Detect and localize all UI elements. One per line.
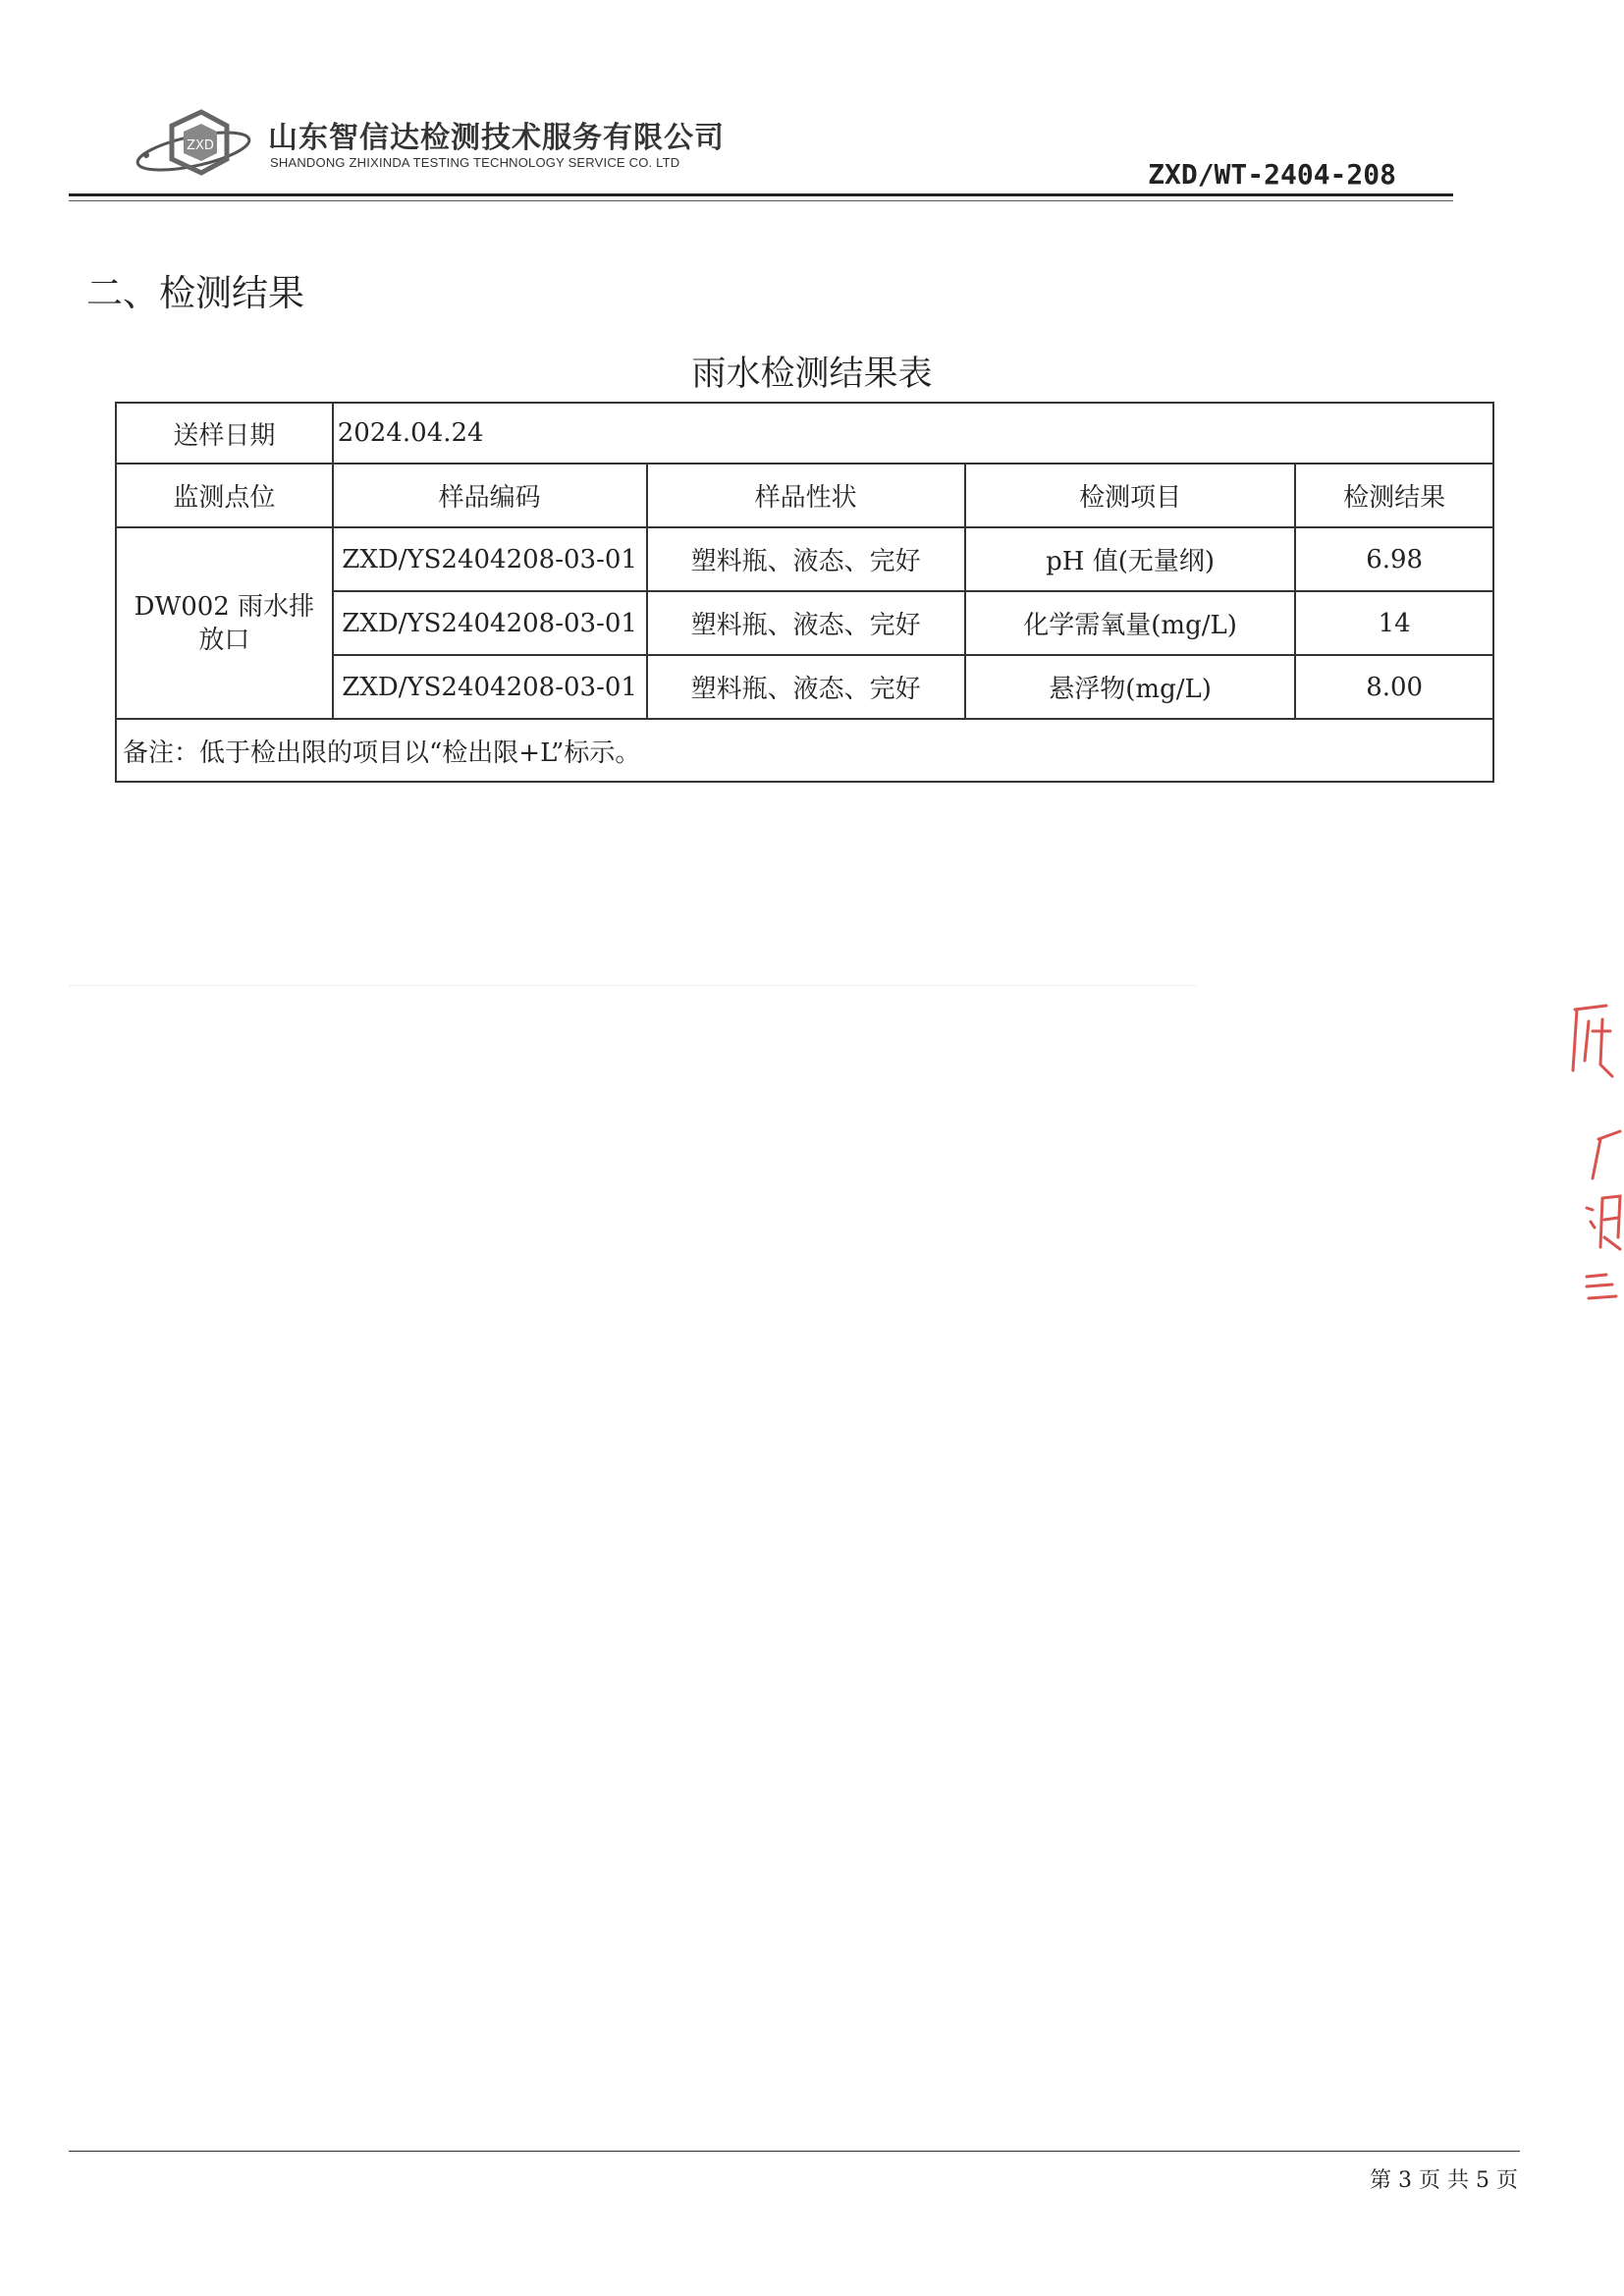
sample-code: ZXD/YS2404208-03-01 bbox=[333, 591, 647, 655]
header-rule-thin bbox=[69, 200, 1453, 201]
column-header: 样品性状 bbox=[647, 464, 965, 527]
test-result: 14 bbox=[1295, 591, 1493, 655]
column-header: 检测结果 bbox=[1295, 464, 1493, 527]
document-code: ZXD/WT-2404-208 bbox=[1148, 158, 1396, 191]
page-header bbox=[69, 98, 1453, 206]
send-date-label: 送样日期 bbox=[116, 403, 333, 464]
remark-row bbox=[116, 719, 1493, 782]
scan-artifact-line bbox=[69, 985, 1198, 987]
header-rule bbox=[69, 193, 1453, 196]
section-heading: 二、检测结果 bbox=[86, 272, 304, 314]
seal-stamp-fragment bbox=[1563, 992, 1622, 1326]
send-date-value: 2024.04.24 bbox=[333, 403, 1493, 464]
table-title: 雨水检测结果表 bbox=[691, 355, 933, 394]
test-result: 8.00 bbox=[1295, 655, 1493, 719]
column-header: 样品编码 bbox=[333, 464, 647, 527]
table-row bbox=[116, 527, 1493, 591]
test-result: 6.98 bbox=[1295, 527, 1493, 591]
send-date-row bbox=[116, 403, 1493, 464]
table-header-row bbox=[116, 464, 1493, 527]
page-number: 第 3 页 共 5 页 bbox=[1370, 2168, 1518, 2193]
logo-text: ZXD bbox=[187, 138, 214, 153]
remark-text: 备注：低于检出限的项目以“检出限+L”标示。 bbox=[116, 719, 1493, 782]
column-header: 检测项目 bbox=[965, 464, 1295, 527]
test-item: 悬浮物(mg/L) bbox=[965, 655, 1295, 719]
sample-state: 塑料瓶、液态、完好 bbox=[647, 655, 965, 719]
sample-code: ZXD/YS2404208-03-01 bbox=[333, 527, 647, 591]
sample-state: 塑料瓶、液态、完好 bbox=[647, 527, 965, 591]
sample-code: ZXD/YS2404208-03-01 bbox=[333, 655, 647, 719]
company-name-en: SHANDONG ZHIXINDA TESTING TECHNOLOGY SERVICE CO. LTD bbox=[270, 155, 680, 170]
test-item: pH 值(无量纲) bbox=[965, 527, 1295, 591]
company-logo bbox=[133, 104, 255, 185]
location-line: 放口 bbox=[198, 625, 250, 655]
results-table bbox=[115, 402, 1494, 783]
test-item: 化学需氧量(mg/L) bbox=[965, 591, 1295, 655]
sample-state: 塑料瓶、液态、完好 bbox=[647, 591, 965, 655]
footer-rule bbox=[69, 2151, 1520, 2152]
monitoring-location bbox=[116, 527, 333, 719]
company-name-cn: 山东智信达检测技术服务有限公司 bbox=[268, 121, 725, 155]
location-line: DW002 雨水排 bbox=[134, 591, 315, 622]
column-header: 监测点位 bbox=[116, 464, 333, 527]
